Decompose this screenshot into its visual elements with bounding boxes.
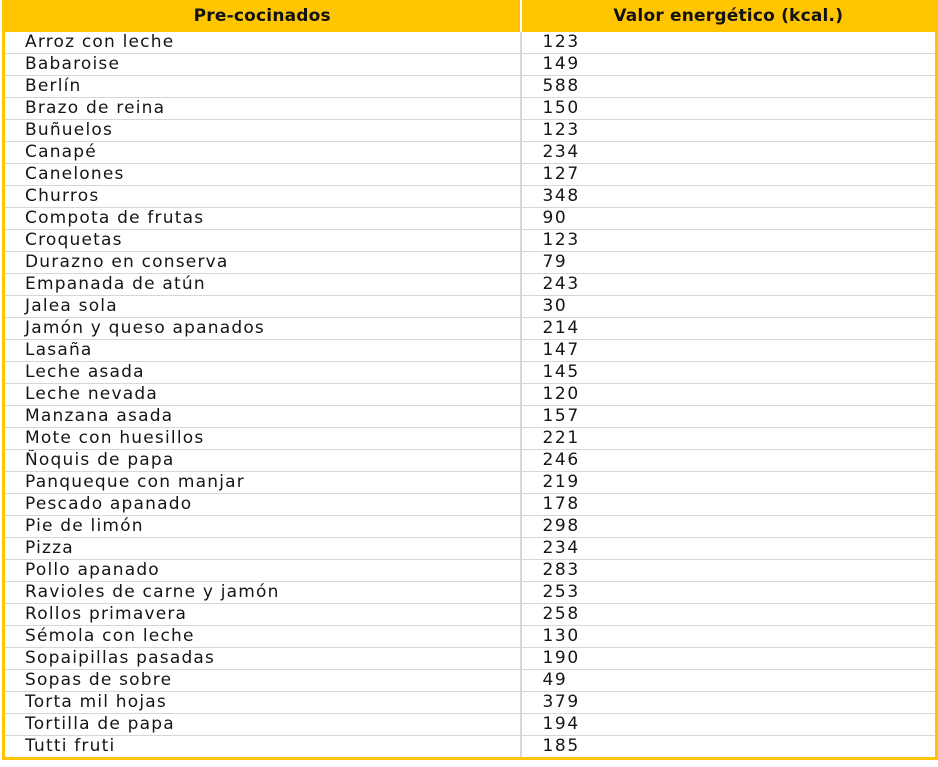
table-row <box>4 692 937 714</box>
table-row <box>4 54 937 76</box>
energy-value-cell: 234 <box>521 142 937 164</box>
table-row <box>4 252 937 274</box>
food-name-cell: Leche nevada <box>4 384 521 406</box>
food-name-cell: Canelones <box>4 164 521 186</box>
energy-value-cell: 243 <box>521 274 937 296</box>
food-name-cell: Churros <box>4 186 521 208</box>
food-name-cell: Pescado apanado <box>4 494 521 516</box>
food-name-cell: Compota de frutas <box>4 208 521 230</box>
energy-value-cell: 120 <box>521 384 937 406</box>
food-name-cell: Jalea sola <box>4 296 521 318</box>
table-header-row <box>4 0 937 32</box>
table-row <box>4 208 937 230</box>
table-row <box>4 230 937 252</box>
table-row <box>4 626 937 648</box>
food-name-cell: Rollos primavera <box>4 604 521 626</box>
table-row <box>4 604 937 626</box>
energy-value-cell: 283 <box>521 560 937 582</box>
food-name-cell: Leche asada <box>4 362 521 384</box>
energy-value-cell: 253 <box>521 582 937 604</box>
food-name-cell: Babaroise <box>4 54 521 76</box>
table-row <box>4 164 937 186</box>
energy-value-cell: 190 <box>521 648 937 670</box>
food-name-cell: Sopas de sobre <box>4 670 521 692</box>
food-name-cell: Berlín <box>4 76 521 98</box>
food-name-cell: Panqueque con manjar <box>4 472 521 494</box>
table-row <box>4 98 937 120</box>
food-name-cell: Torta mil hojas <box>4 692 521 714</box>
table-row <box>4 472 937 494</box>
food-name-cell: Pollo apanado <box>4 560 521 582</box>
food-name-cell: Tutti fruti <box>25 736 116 756</box>
table-row <box>4 384 937 406</box>
energy-value-cell: 150 <box>521 98 937 120</box>
table-row <box>4 560 937 582</box>
food-name-cell: Ñoquis de papa <box>4 450 521 472</box>
table-row <box>4 76 937 98</box>
table-row <box>4 142 937 164</box>
table-row <box>4 406 937 428</box>
table-row <box>4 318 937 340</box>
table-row <box>4 32 937 54</box>
energy-value-cell: 219 <box>521 472 937 494</box>
food-name-cell: Jamón y queso apanados <box>4 318 521 340</box>
food-name-cell: Pizza <box>4 538 521 560</box>
table-row <box>4 428 937 450</box>
table-row <box>4 120 937 142</box>
energy-value-cell: 214 <box>521 318 937 340</box>
food-name-cell: Sopaipillas pasadas <box>4 648 521 670</box>
energy-value-cell: 588 <box>521 76 937 98</box>
energy-value-cell: 221 <box>521 428 937 450</box>
food-name-cell: Empanada de atún <box>4 274 521 296</box>
food-name-cell: Tortilla de papa <box>4 714 521 736</box>
energy-value-cell: 246 <box>521 450 937 472</box>
energy-value-cell: 130 <box>521 626 937 648</box>
table-row <box>4 274 937 296</box>
energy-value-cell: 147 <box>521 340 937 362</box>
table-row <box>4 582 937 604</box>
table-row <box>4 340 937 362</box>
energy-value-cell: 379 <box>521 692 937 714</box>
food-name-cell: Brazo de reina <box>4 98 521 120</box>
energy-value-cell: 49 <box>521 670 937 692</box>
table-row <box>4 450 937 472</box>
energy-value-cell: 127 <box>521 164 937 186</box>
energy-value-cell: 258 <box>521 604 937 626</box>
energy-value-cell: 348 <box>521 186 937 208</box>
table-body <box>4 32 937 759</box>
food-name-cell: Durazno en conserva <box>4 252 521 274</box>
calorie-table <box>2 0 938 760</box>
food-name-cell: Croquetas <box>4 230 521 252</box>
table-row <box>4 648 937 670</box>
energy-value-cell: 123 <box>521 32 937 54</box>
energy-value-cell: 123 <box>521 230 937 252</box>
table-row <box>4 670 937 692</box>
table-row <box>4 714 937 736</box>
energy-value-cell: 149 <box>521 54 937 76</box>
column-header-energy: Valor energético (kcal.) <box>521 0 937 32</box>
energy-value-cell: 90 <box>521 208 937 230</box>
energy-value-cell: 194 <box>521 714 937 736</box>
energy-value-cell: 185 <box>521 736 937 759</box>
food-name-cell: Manzana asada <box>4 406 521 428</box>
energy-value-cell: 30 <box>521 296 937 318</box>
food-name-cell: Lasaña <box>4 340 521 362</box>
food-name-cell: Pie de limón <box>4 516 521 538</box>
column-header-food: Pre-cocinados <box>4 0 521 32</box>
energy-value-cell: 234 <box>521 538 937 560</box>
food-name-cell: Ravioles de carne y jamón <box>4 582 521 604</box>
food-name-cell: Arroz con leche <box>4 32 521 54</box>
table-row <box>4 736 937 759</box>
table-row <box>4 494 937 516</box>
food-name-cell: Canapé <box>4 142 521 164</box>
food-name-cell: Mote con huesillos <box>4 428 521 450</box>
food-name-cell: Sémola con leche <box>4 626 521 648</box>
energy-value-cell: 79 <box>521 252 937 274</box>
table-row <box>4 516 937 538</box>
energy-value-cell: 298 <box>521 516 937 538</box>
table-row <box>4 186 937 208</box>
table-row <box>4 538 937 560</box>
table-row <box>4 362 937 384</box>
energy-value-cell: 157 <box>521 406 937 428</box>
energy-value-cell: 178 <box>521 494 937 516</box>
food-name-cell: Buñuelos <box>4 120 521 142</box>
energy-value-cell: 123 <box>521 120 937 142</box>
energy-value-cell: 145 <box>521 362 937 384</box>
table-row <box>4 296 937 318</box>
